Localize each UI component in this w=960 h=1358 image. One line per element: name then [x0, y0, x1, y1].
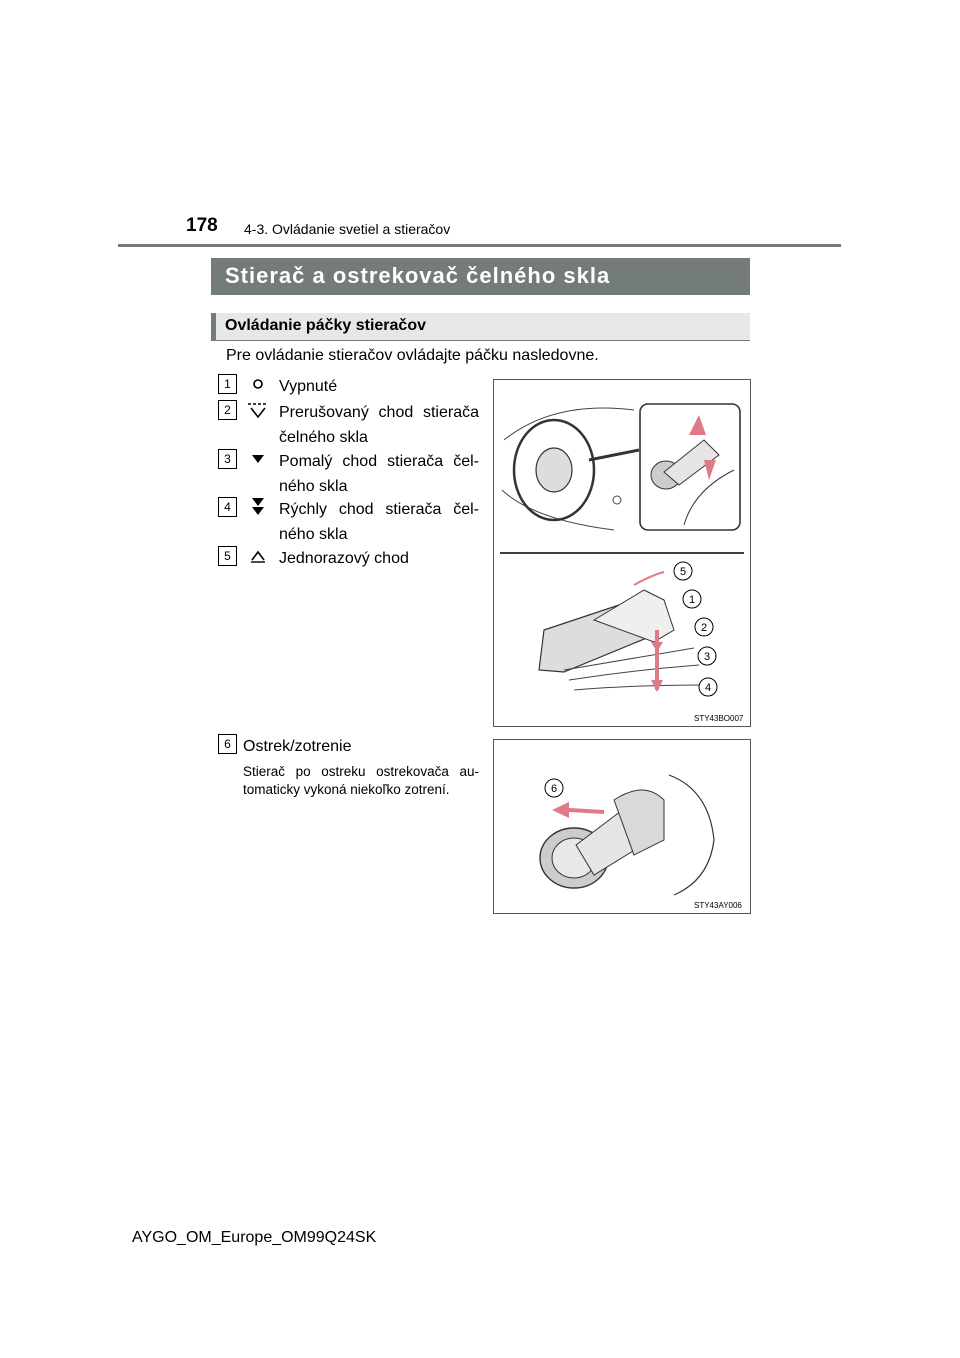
- chapter-heading: 4-3. Ovládanie svetiel a stieračov: [244, 221, 451, 237]
- item-text: Ostrek/zotrenie: [243, 738, 352, 755]
- callout-5: 5: [679, 566, 687, 578]
- page-number: 178: [186, 215, 218, 236]
- item-number: 1: [218, 374, 237, 394]
- wiper-off-icon: [246, 374, 270, 394]
- subsection-accent: [211, 313, 216, 340]
- section-title: Stierač a ostrekovač čelného skla: [225, 263, 611, 288]
- wiper-low-icon: [246, 449, 270, 469]
- item-text: Jednorazový chod: [279, 550, 409, 567]
- figure-code: STY43BO007: [694, 714, 744, 723]
- section-title-bar: [211, 258, 750, 295]
- callout-4: 4: [704, 682, 712, 694]
- item-number: 4: [218, 497, 237, 517]
- note-text: Stierač po ostreku ostrekovača au-tomaticky vykoná niekoľko zotrení.: [243, 764, 479, 797]
- subsection-title: Ovládanie páčky stieračov: [225, 317, 426, 334]
- item-text: Rýchly chod stierača čel-ného skla: [279, 501, 479, 543]
- wiper-lever-figure: [493, 379, 751, 727]
- wiper-lever-illustration: [494, 380, 750, 726]
- callout-1: 1: [688, 594, 696, 606]
- item-number: 2: [218, 400, 237, 420]
- washer-figure: [493, 739, 751, 914]
- callout-2: 2: [700, 622, 708, 634]
- item-text: Pomalý chod stierača čel-ného skla: [279, 453, 479, 495]
- callout-6: 6: [550, 783, 558, 795]
- wiper-single-icon: [246, 546, 270, 566]
- figure-code: STY43AY006: [694, 901, 742, 910]
- footer-doc-id: AYGO_OM_Europe_OM99Q24SK: [132, 1229, 377, 1246]
- item-number: 3: [218, 449, 237, 469]
- intro-text: Pre ovládanie stieračov ovládajte páčku nasledovne.: [226, 347, 599, 364]
- item-text: Vypnuté: [279, 378, 338, 395]
- callout-3: 3: [703, 651, 711, 663]
- item-number: 5: [218, 546, 237, 566]
- item-text: Prerušovaný chod stierača čelného skla: [279, 404, 479, 446]
- wiper-high-icon: [246, 497, 270, 517]
- header-divider: [118, 244, 841, 247]
- item-number: 6: [218, 734, 237, 754]
- washer-illustration: [494, 740, 750, 913]
- subsection-title-bar: [211, 313, 750, 341]
- wiper-intermittent-icon: [246, 400, 270, 420]
- callout-labels: [674, 562, 717, 696]
